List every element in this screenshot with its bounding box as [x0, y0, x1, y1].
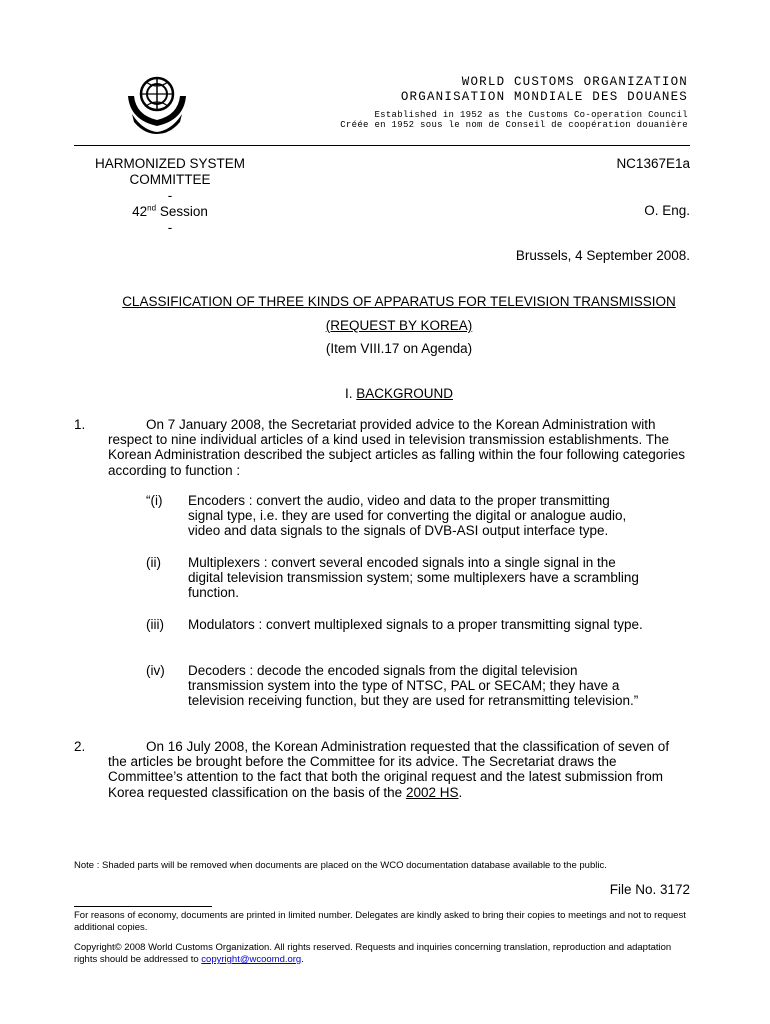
committee-dash-1: -	[167, 188, 173, 203]
session-word: Session	[156, 204, 208, 219]
document-reference: NC1367E1a	[616, 156, 690, 171]
paragraph-1: On 7 January 2008, the Secretariat provided advice to the Korean Administration with respect to nine individual articles of a kind used in television transmission establishments. The Korean Administration described the subject articles as falling within the four following categories according to function :	[108, 417, 686, 478]
paragraph-number-2: 2.	[74, 739, 86, 754]
shading-note: Note : Shaded parts will be removed when documents are placed on the WCO documentation database available to the public.	[74, 860, 607, 871]
session-ordinal: nd	[147, 203, 157, 213]
hs-edition-reference: 2002 HS	[405, 784, 459, 800]
session-line	[70, 204, 270, 220]
paragraph-number-1: 1.	[74, 417, 86, 432]
item-encoders: Encoders : convert the audio, video and data to the proper transmitting signal type, i.e. they are used for converting the digital or analogue audio, video and data signals to the signals of DVB-ASI output interface type.	[188, 493, 627, 539]
item-multiplexers: Multiplexers : convert several encoded signals into a single signal in the digital television transmission system; some multiplexers have a scrambling function.	[188, 555, 639, 601]
item-number-iv: (iv)	[146, 663, 165, 678]
org-name-english: WORLD CUSTOMS ORGANIZATION	[461, 75, 688, 89]
established-english: Established in 1952 as the Customs Co-operation Council	[374, 110, 688, 120]
paragraph-2: On 16 July 2008, the Korean Administration requested that the classification of seven of the articles be brought before the Committee for its advice. The Secretariat draws the Committee’s attention to the fact that both the original request and the latest submission from Korea requested classification on the basis of the 2002 HS.	[108, 739, 670, 800]
committee-block	[70, 156, 270, 236]
session-number: 42	[132, 204, 148, 219]
document-title: CLASSIFICATION OF THREE KINDS OF APPARATUS FOR TELEVISION TRANSMISSION	[122, 294, 676, 309]
committee-dash-2: -	[167, 220, 173, 235]
item-number-iii: (iii)	[146, 617, 164, 632]
footnote-divider	[74, 906, 212, 907]
established-french: Créée en 1952 sous le nom de Conseil de coopération douanière	[340, 120, 688, 130]
copyright-email-link[interactable]: copyright@wcoomd.org	[201, 954, 302, 965]
committee-line-1: HARMONIZED SYSTEM	[94, 156, 245, 171]
document-subtitle: (REQUEST BY KOREA)	[325, 318, 473, 333]
item-decoders: Decoders : decode the encoded signals from the digital television transmission system into the type of NTSC, PAL or SECAM; they have a television receiving function, but they are used for retransmitting television.”	[188, 663, 639, 709]
wco-emblem-icon	[122, 70, 192, 136]
economy-notice: For reasons of economy, documents are printed in limited number. Delegates are kindly asked to bring their copies to meetings and not to request additional copies.	[74, 910, 686, 933]
agenda-item: (Item VIII.17 on Agenda)	[325, 341, 473, 356]
item-modulators: Modulators : convert multiplexed signals to a proper transmitting signal type.	[188, 617, 643, 632]
item-number-ii: (ii)	[146, 555, 161, 570]
wco-logo	[122, 70, 192, 136]
header-divider	[74, 145, 690, 146]
committee-line-2: COMMITTEE	[129, 172, 211, 187]
document-date: Brussels, 4 September 2008.	[515, 248, 690, 263]
section-title: BACKGROUND	[356, 386, 454, 401]
section-heading: I. BACKGROUND	[344, 386, 454, 401]
file-number: File No. 3172	[609, 882, 690, 897]
item-number-i: “(i)	[146, 493, 163, 508]
org-name-french: ORGANISATION MONDIALE DES DOUANES	[400, 90, 688, 104]
copyright-notice: Copyright© 2008 World Customs Organization. All rights reserved. Requests and inquiries concerning translation, reproduction and adaptation rights should be addressed to copyright@wcoomd.org.	[74, 942, 672, 965]
document-language: O. Eng.	[644, 203, 690, 218]
